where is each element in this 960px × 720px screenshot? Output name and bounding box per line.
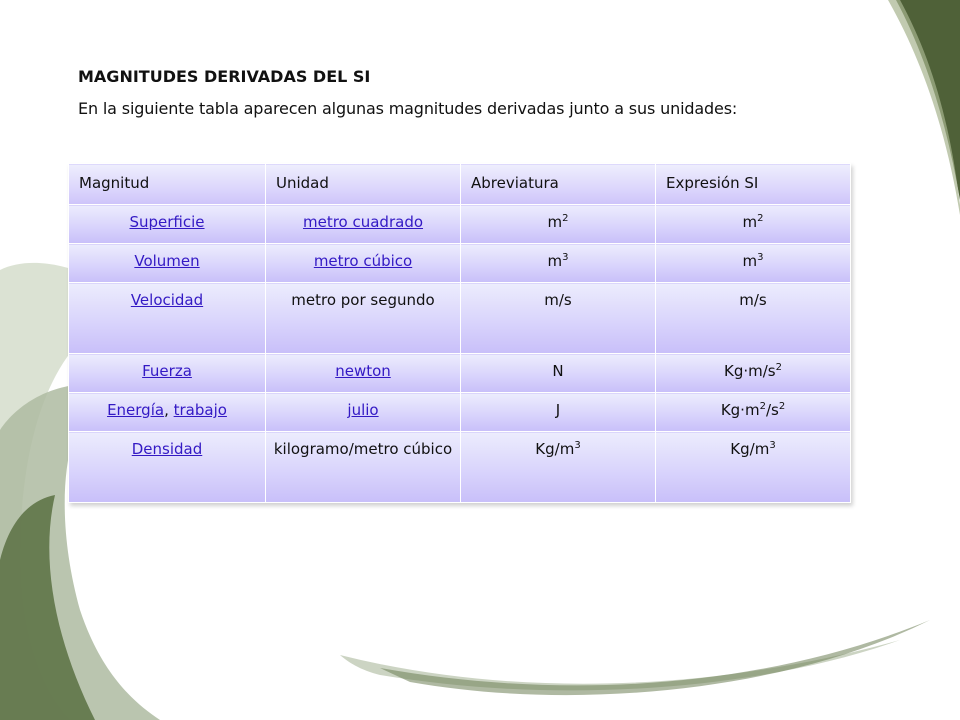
cell-text: Kg/m	[535, 440, 575, 458]
table-cell-unidad	[266, 283, 461, 354]
exponent: 2	[775, 362, 782, 373]
table-cell-abreviatura	[461, 244, 656, 283]
exponent: 3	[574, 440, 581, 451]
cell-text: kilogramo/metro cúbico	[273, 440, 453, 458]
cell-text: Kg·m/s	[724, 362, 776, 380]
cell-text: m	[742, 252, 758, 270]
exponent: 3	[562, 252, 569, 263]
cell-text: Kg·m	[720, 401, 760, 419]
exponent: 2	[778, 401, 786, 412]
exponent: 2	[757, 213, 764, 224]
cell-text: /s	[765, 401, 779, 419]
link-densidad[interactable]: Densidad	[131, 440, 203, 458]
table-cell-abreviatura	[461, 205, 656, 244]
table-row	[69, 205, 851, 244]
link-energía[interactable]: Energía	[107, 401, 165, 419]
table-row	[69, 354, 851, 393]
cell-text: m/s	[544, 291, 572, 309]
table-cell-magnitud	[69, 432, 266, 503]
table-cell-expresion	[656, 205, 851, 244]
table-cell-abreviatura	[461, 354, 656, 393]
table-row	[69, 283, 851, 354]
link-newton[interactable]: newton	[335, 362, 391, 380]
cell-text: metro por segundo	[291, 291, 435, 309]
table-cell-magnitud	[69, 393, 266, 432]
table-cell-magnitud	[69, 283, 266, 354]
table-cell-expresion	[656, 393, 851, 432]
cell-text: m	[547, 252, 563, 270]
table-cell-magnitud	[69, 205, 266, 244]
exponent: 2	[562, 213, 569, 224]
header-abreviatura: Abreviatura	[461, 164, 656, 205]
table-row	[69, 244, 851, 283]
cell-text: m	[547, 213, 563, 231]
table-cell-unidad	[266, 432, 461, 503]
exponent: 2	[759, 401, 766, 412]
table-cell-unidad	[266, 244, 461, 283]
link-metro-cúbico[interactable]: metro cúbico	[313, 252, 413, 270]
cell-text: ,	[164, 401, 174, 419]
slide-title: MAGNITUDES DERIVADAS DEL SI	[78, 67, 371, 86]
table-cell-unidad	[266, 354, 461, 393]
cell-text: N	[552, 362, 564, 380]
cell-text: J	[555, 401, 561, 419]
table-header-row	[69, 164, 851, 205]
link-trabajo[interactable]: trabajo	[173, 401, 227, 419]
link-metro-cuadrado[interactable]: metro cuadrado	[302, 213, 424, 231]
table-cell-expresion	[656, 432, 851, 503]
table-cell-abreviatura	[461, 393, 656, 432]
table-cell-magnitud	[69, 354, 266, 393]
table-row	[69, 432, 851, 503]
link-superficie[interactable]: Superficie	[129, 213, 205, 231]
table-body	[69, 205, 851, 503]
link-julio[interactable]: julio	[347, 401, 379, 419]
header-unidad: Unidad	[266, 164, 461, 205]
cell-text: m	[742, 213, 758, 231]
header-expresion-si: Expresión SI	[656, 164, 851, 205]
exponent: 3	[757, 252, 764, 263]
cell-text: Kg/m	[730, 440, 770, 458]
bottom-swoosh-dark	[380, 620, 930, 695]
header-magnitud: Magnitud	[69, 164, 266, 205]
link-velocidad[interactable]: Velocidad	[130, 291, 204, 309]
table-row	[69, 393, 851, 432]
table-cell-unidad	[266, 393, 461, 432]
derived-magnitudes-table	[68, 163, 851, 503]
table-cell-unidad	[266, 205, 461, 244]
table-cell-expresion	[656, 354, 851, 393]
table-cell-abreviatura	[461, 283, 656, 354]
exponent: 3	[769, 440, 776, 451]
link-fuerza[interactable]: Fuerza	[142, 362, 192, 380]
table-cell-expresion	[656, 244, 851, 283]
slide-intro-text: En la siguiente tabla aparecen algunas magnitudes derivadas junto a sus unidades:	[78, 99, 738, 118]
cell-text: m/s	[739, 291, 767, 309]
table-cell-abreviatura	[461, 432, 656, 503]
table-cell-magnitud	[69, 244, 266, 283]
table-cell-expresion	[656, 283, 851, 354]
link-volumen[interactable]: Volumen	[134, 252, 200, 270]
